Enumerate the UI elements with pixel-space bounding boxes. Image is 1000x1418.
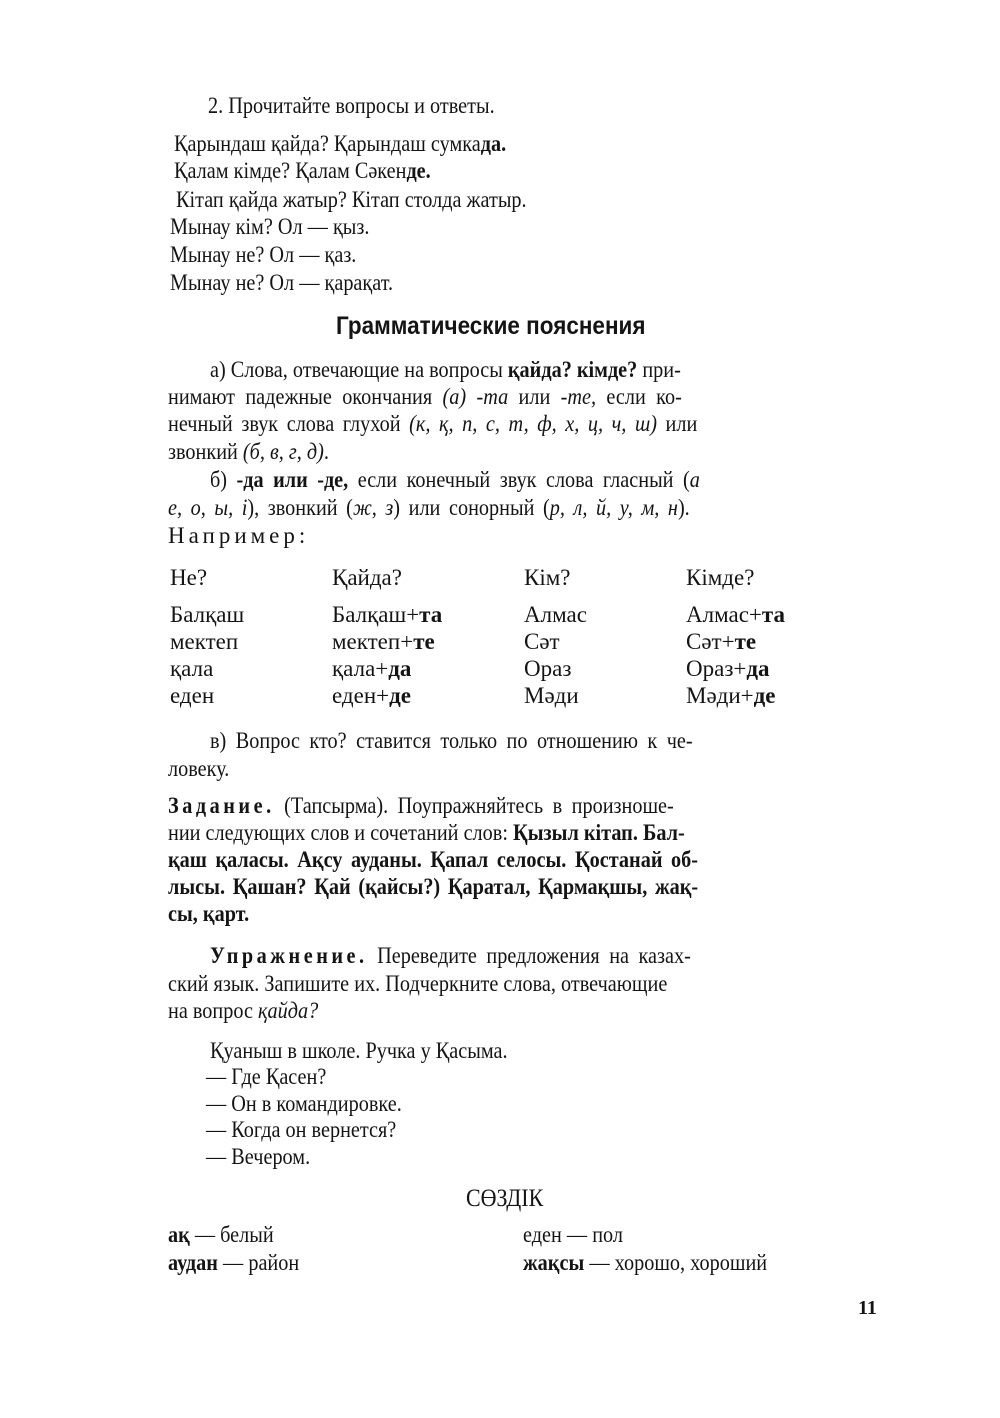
grammar-a-line: а) Слова, отвечающие на вопросы қайда? кімде? при- [210,357,681,382]
table-header: Қайда? [332,565,402,590]
table-cell: мектеп [170,629,239,654]
dictionary-entry: ақ — белый [168,1222,274,1247]
grammar-b-line: б) -да или -де, если конечный звук слова гласный (а [210,467,700,492]
exercise-sentence: — Он в командировке. [206,1091,402,1116]
exercise-label: Упражнение. [210,943,368,968]
dictionary-heading: СӨЗДІК [466,1185,544,1212]
dictionary-entry: аудан — район [168,1250,300,1275]
task-line: лысы. Қашан? Қай (қайсы?) Қаратал, Қармақшы, жақ- [168,874,699,899]
dictionary-entry: жақсы — хорошо, хороший [523,1250,768,1275]
exercise-2-line: Мынау не? Ол — қарақат. [170,270,394,295]
table-cell: еден+де [332,683,411,708]
table-cell: Сәт+те [686,629,757,654]
grammar-v-line: в) Вопрос кто? ставится только по отношению к че- [210,728,693,753]
exercise-2-line: Мынау кім? Ол — қыз. [170,214,370,239]
grammar-heading: Грамматические пояснения [336,312,646,340]
exercise-2-line: Кітап қайда жатыр? Кітап столда жатыр. [176,187,527,212]
exercise-sentence: — Вечером. [206,1144,311,1169]
table-cell: Ораз+да [686,656,770,681]
exercise-sentence: Қуаныш в школе. Ручка у Қасыма. [210,1038,508,1063]
exercise-sentence: — Где Қасен? [206,1064,327,1089]
example-label: Например: [168,523,310,548]
exercise-2-line: Мынау не? Ол — қаз. [170,242,357,267]
grammar-a-line: звонкий (б, в, г, д). [168,439,329,464]
grammar-v-line: ловеку. [168,756,230,781]
task-line: Задание. (Тапсырма). Поупражняйтесь в произноше- [168,793,674,818]
table-cell: қала [170,656,214,681]
exercise-2-line: Қарындаш қайда? Қарындаш сумкада. [174,131,507,156]
table-cell: мектеп+те [332,629,435,654]
grammar-a-line: нимают падежные окончания (а) -та или -те, если ко- [168,384,682,409]
table-header: Кімде? [686,565,755,590]
task-line: сы, қарт. [168,901,250,926]
task-line: нии следующих слов и сочетаний слов: Қызыл кітап. Бал- [168,820,685,845]
table-cell: Балқаш [170,602,245,627]
table-cell: Ораз [524,656,572,681]
table-cell: Сәт [524,629,560,654]
table-cell: Мәди+де [686,683,776,708]
table-cell: Балқаш+та [332,602,443,627]
exercise-sentence: — Когда он вернется? [206,1117,397,1142]
exercise-line: ский язык. Запишите их. Подчеркните слова, отвечающие [168,971,668,996]
task-label: Задание. [168,793,275,818]
table-cell: Алмас [524,602,587,627]
table-cell: қала+да [332,656,412,681]
exercise-2-title: 2. Прочитайте вопросы и ответы. [208,93,495,118]
grammar-b-line: е, о, ы, і), звонкий (ж, з) или сонорный (р, л, й, у, м, н). [168,495,690,520]
table-header: Не? [170,565,208,590]
exercise-2-line: Қалам кімде? Қалам Сәкенде. [174,158,431,183]
table-cell: Алмас+та [686,602,785,627]
grammar-a-line: нечный звук слова глухой (к, қ, п, с, т, ф, х, ц, ч, ш) или [168,411,698,436]
exercise-line: Упражнение. Переведите предложения на казах- [210,943,691,968]
table-cell: Мәди [524,683,579,708]
task-line: қаш қаласы. Ақсу ауданы. Қапал селосы. Қостанай об- [168,847,699,872]
table-header: Кім? [524,565,571,590]
exercise-line: на вопрос қайда? [168,998,319,1023]
table-cell: еден [170,683,215,708]
dictionary-entry: еден — пол [523,1222,623,1247]
page-number: 11 [858,1297,877,1319]
